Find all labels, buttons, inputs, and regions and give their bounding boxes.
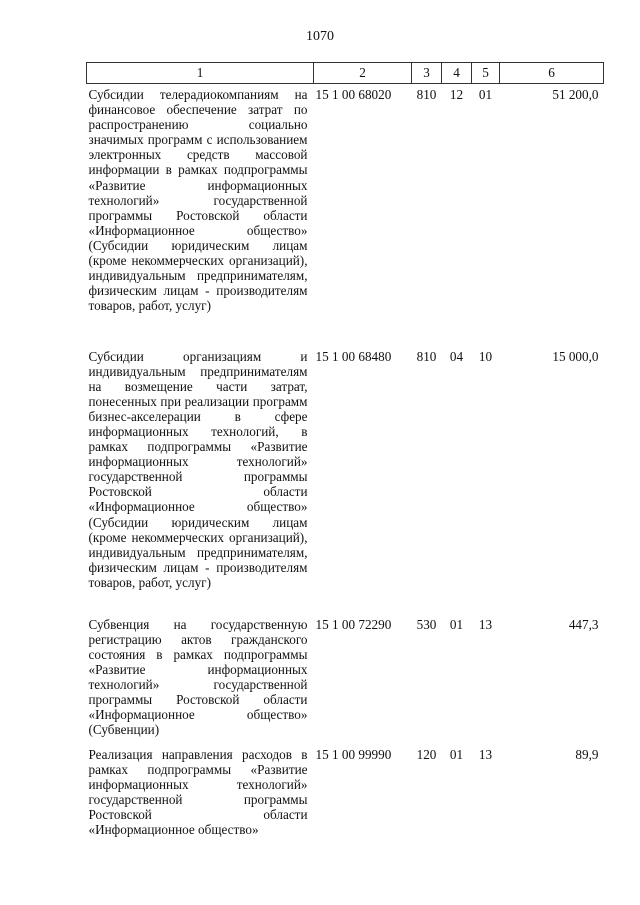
row-section: 01 (449, 746, 464, 762)
row-expense-type: 810 (416, 348, 437, 364)
column-header-name: 1 (87, 63, 314, 84)
row-subsection: 01 (478, 87, 493, 102)
row-name: Субвенция на государственную регистрацию актов гражданского состояния в рамках подпрограммы «Развитие информационных технологий» государственной программы Ростовской области «Информационное общество» (Субвенции) (88, 616, 308, 738)
column-header-section: 4 (442, 63, 472, 84)
row-section: 04 (449, 348, 464, 364)
column-header-target-code: 2 (314, 63, 412, 84)
row-subsection: 10 (478, 348, 493, 364)
row-amount: 89,9 (575, 746, 599, 762)
row-subsection: 13 (478, 746, 493, 762)
page-number: 1070 (306, 29, 334, 44)
row-expense-type: 530 (416, 616, 437, 632)
row-amount: 15 000,0 (552, 348, 599, 364)
row-section: 12 (449, 87, 464, 102)
column-header-amount: 6 (500, 63, 604, 84)
row-amount: 447,3 (568, 616, 599, 632)
row-name: Реализация направления расходов в рамках подпрограммы «Развитие информационных технологий» государственной программы Ростовской области «Информационное общество» (88, 746, 308, 837)
column-header-subsection: 5 (472, 63, 500, 84)
budget-table (86, 62, 604, 837)
row-expense-type: 810 (416, 87, 437, 102)
row-target-code: 15 1 00 99990 (315, 746, 392, 762)
row-section: 01 (449, 616, 464, 632)
row-subsection: 13 (478, 616, 493, 632)
row-target-code: 15 1 00 68480 (315, 348, 392, 364)
table-row (87, 84, 604, 346)
table-row (87, 346, 604, 614)
column-header-expense-type: 3 (412, 63, 442, 84)
table-row (87, 744, 604, 838)
row-name: Субсидии организациям и индивидуальным предпринимателям на возмещение части затрат, понесенных при реализации программ бизнес-акселерации в сфере информационных технологий, в рамках подпрограммы «Развитие информационных технологий» государственной программы Ростовской области «Информационное общество» (Субсидии юридическим лицам (кроме некоммерческих организаций), индивидуальным предпринимателям, физическим лицам - производителям товаров, работ, услуг) (88, 348, 308, 590)
row-target-code: 15 1 00 68020 (315, 87, 392, 102)
row-amount: 51 200,0 (552, 87, 599, 102)
row-name: Субсидии телерадиокомпаниям на финансовое обеспечение затрат по распространению социально значимых программ с использованием электронных средств массовой информации в рамках подпрограммы «Развитие информационных технологий» государственной программы Ростовской области «Информационное общество» (Субсидии юридическим лицам (кроме некоммерческих организаций), индивидуальным предпринимателям, физическим лицам - производителям товаров, работ, услуг) (88, 87, 308, 314)
table-row (87, 614, 604, 744)
header-row (87, 63, 604, 84)
row-target-code: 15 1 00 72290 (315, 616, 392, 632)
row-expense-type: 120 (416, 746, 437, 762)
